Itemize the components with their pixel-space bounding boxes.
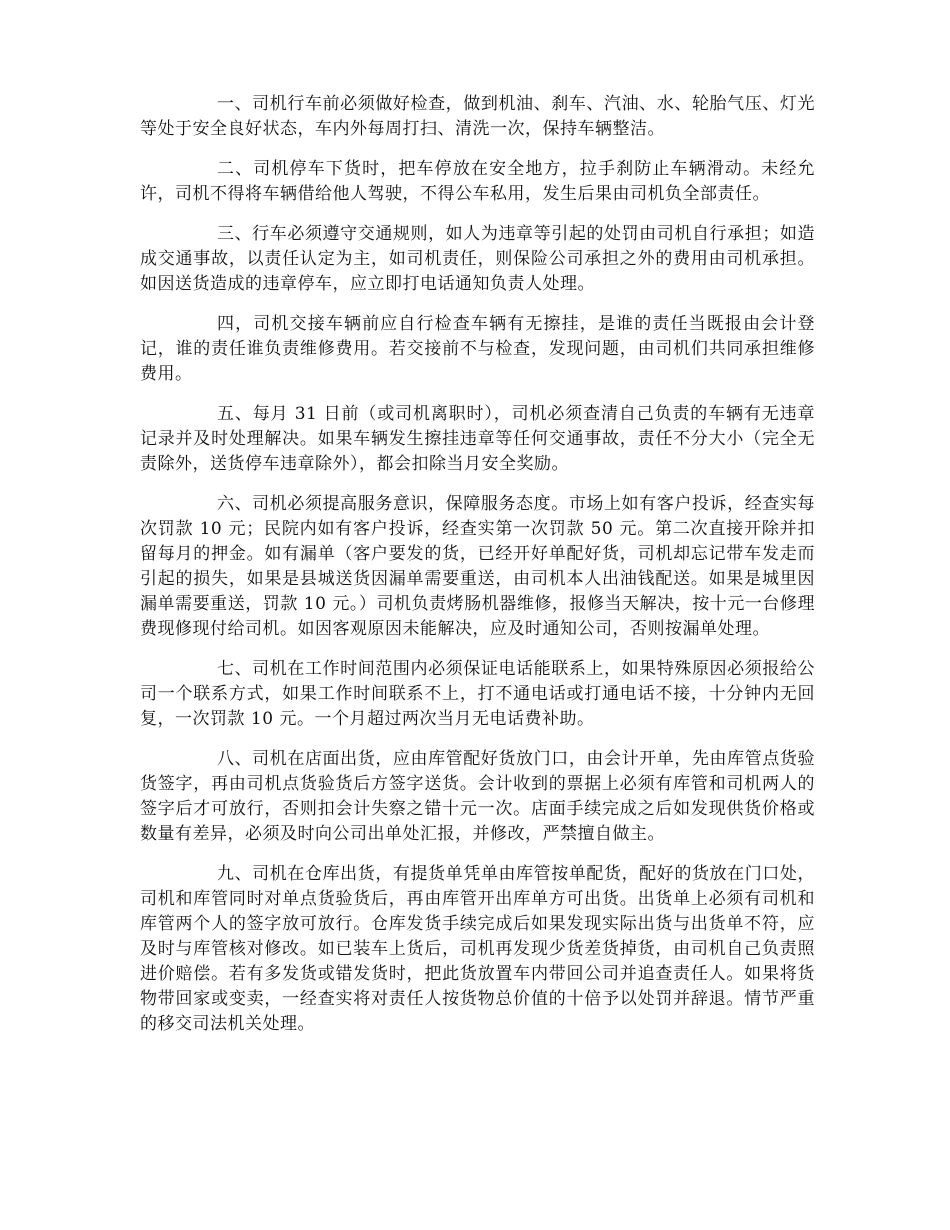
- rule-paragraph-6: 六、司机必须提高服务意识，保障服务态度。市场上如有客户投诉，经查实每次罚款 10 元；民院内如有客户投诉，经查实第一次罚款 50 元。第二次直接开除并扣留每月的押金。如有漏单（客户要发的货，已经开好单配好货，司机却忘记带车发走而引起的损失，如果是县城送货因漏单需要重送，由司机本人出油钱配送。如果是城里因漏单需要重送，罚款 10 元。）司机负责烤肠机器维修，报修当天解决，按十元一台修理费现修现付给司机。如因客观原因未能解决，应及时通知公司，否则按漏单处理。: [140, 494, 815, 639]
- rule-paragraph-2: 二、司机停车下货时，把车停放在安全地方，拉手刹防止车辆滑动。未经允许，司机不得将车辆借给他人驾驶，不得公车私用，发生后果由司机负全部责任。: [140, 159, 815, 204]
- document-body: [140, 92, 815, 1052]
- rule-paragraph-8: 八、司机在店面出货，应由库管配好货放门口，由会计开单，先由库管点货验货签字，再由司机点货验货后方签字送货。会计收到的票据上必须有库管和司机两人的签字后才可放行，否则扣会计失察之错十元一次。店面手续完成之后如发现供货价格或数量有差异，必须及时向公司出单处汇报，并修改，严禁擅自做主。: [140, 749, 815, 844]
- rule-paragraph-9: 九、司机在仓库出货，有提货单凭单由库管按单配货，配好的货放在门口处，司机和库管同时对单点货验货后，再由库管开出库单方可出货。出货单上必须有司机和库管两个人的签字放可放行。仓库发货手续完成后如果发现实际出货与出货单不符，应及时与库管核对修改。如已装车上货后，司机再发现少货差货掉货，由司机自己负责照进价赔偿。若有多发货或错发货时，把此货放置车内带回公司并追查责任人。如果将货物带回家或变卖，一经查实将对责任人按货物总价值的十倍予以处罚并辞退。情节严重的移交司法机关处理。: [140, 864, 815, 1034]
- rule-paragraph-3: 三、行车必须遵守交通规则，如人为违章等引起的处罚由司机自行承担；如造成交通事故，以责任认定为主，如司机责任，则保险公司承担之外的费用由司机承担。如因送货造成的违章停车，应立即打电话通知负责人处理。: [140, 224, 815, 294]
- rule-paragraph-1: 一、司机行车前必须做好检查，做到机油、刹车、汽油、水、轮胎气压、灯光等处于安全良好状态，车内外每周打扫、清洗一次，保持车辆整洁。: [140, 94, 815, 139]
- rule-paragraph-4: 四，司机交接车辆前应自行检查车辆有无擦挂，是谁的责任当既报由会计登记，谁的责任谁负责维修费用。若交接前不与检查，发现问题，由司机们共同承担维修费用。: [140, 314, 815, 384]
- rule-paragraph-7: 七、司机在工作时间范围内必须保证电话能联系上，如果特殊原因必须报给公司一个联系方式，如果工作时间联系不上，打不通电话或打通电话不接，十分钟内无回复，一次罚款 10 元。一个月超过两次当月无电话费补助。: [140, 659, 815, 729]
- rule-paragraph-5: 五、每月 31 日前（或司机离职时），司机必须查清自己负责的车辆有无违章记录并及时处理解决。如果车辆发生擦挂违章等任何交通事故，责任不分大小（完全无责除外，送货停车违章除外），都会扣除当月安全奖励。: [140, 404, 815, 474]
